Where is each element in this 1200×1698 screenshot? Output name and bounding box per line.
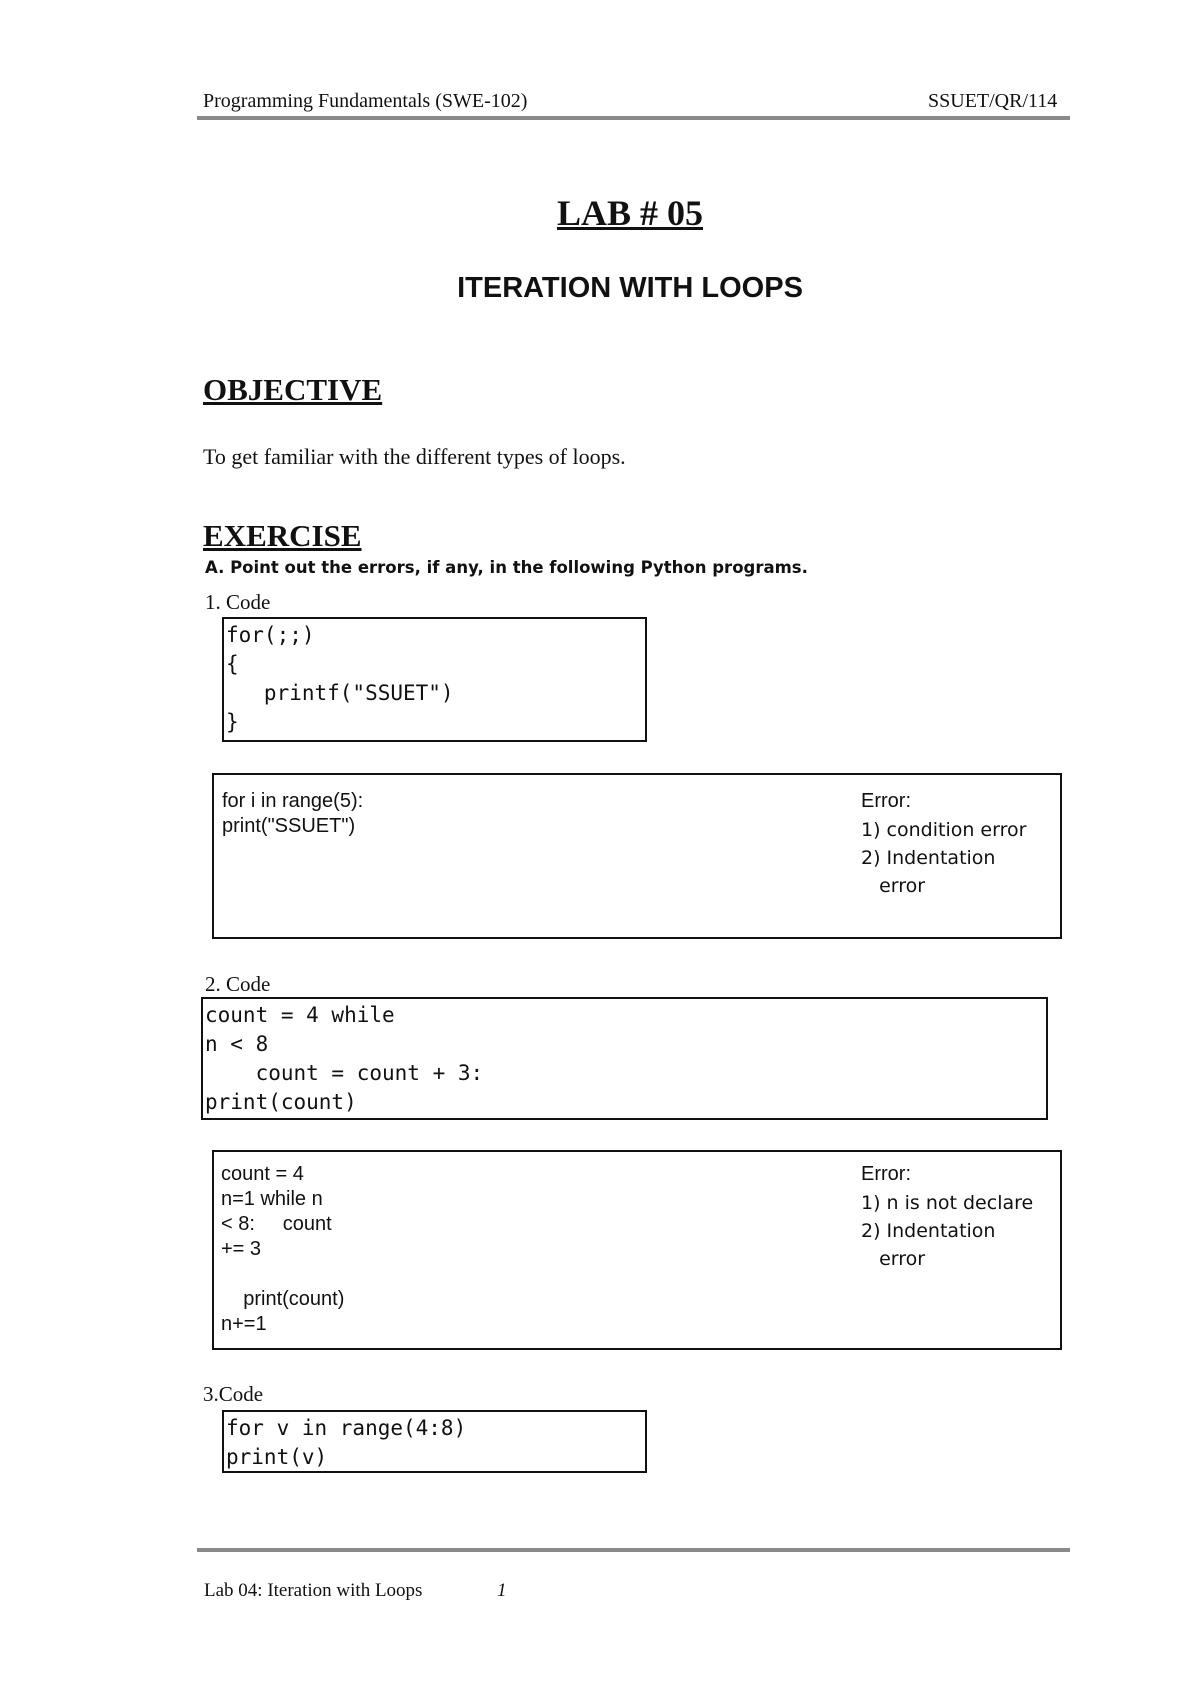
code-3-box: for v in range(4:8) print(v) bbox=[222, 1410, 647, 1473]
code-1-label: 1. Code bbox=[205, 590, 271, 614]
exercise-instruction: A. Point out the errors, if any, in the following Python programs. bbox=[205, 558, 808, 577]
answer-1-error-list: 1) condition error 2) Indentation error bbox=[861, 819, 1027, 897]
objective-heading: OBJECTIVE bbox=[203, 372, 383, 407]
footer-page-number: 1 bbox=[497, 1580, 507, 1601]
code-2-box: count = 4 while n < 8 count = count + 3: print(count) bbox=[201, 997, 1048, 1120]
answer-2-error-list: 1) n is not declare 2) Indentation error bbox=[861, 1192, 1034, 1270]
answer-1-error-title: Error: bbox=[861, 790, 911, 812]
answer-2-box[interactable] bbox=[212, 1150, 1062, 1350]
answer-1-box[interactable] bbox=[212, 773, 1062, 939]
code-3-label: 3.Code bbox=[203, 1382, 264, 1406]
footer-rule bbox=[197, 1548, 1070, 1552]
code-2-label: 2. Code bbox=[205, 972, 271, 996]
objective-text: To get familiar with the different types of loops. bbox=[203, 444, 626, 469]
answer-1-code: for i in range(5): print("SSUET") bbox=[222, 790, 364, 837]
answer-2-code: count = 4 n=1 while n < 8: count += 3 print(count) n+=1 bbox=[221, 1163, 345, 1335]
header-course-title: Programming Fundamentals (SWE-102) bbox=[203, 90, 528, 112]
lab-subtitle: ITERATION WITH LOOPS bbox=[457, 272, 803, 304]
header-doc-code: SSUET/QR/114 bbox=[928, 90, 1058, 112]
lab-title: LAB # 05 bbox=[556, 193, 704, 233]
exercise-heading: EXERCISE bbox=[203, 518, 362, 553]
footer-lab-title: Lab 04: Iteration with Loops bbox=[204, 1580, 423, 1601]
answer-2-error-title: Error: bbox=[861, 1163, 911, 1185]
header-rule bbox=[197, 116, 1070, 120]
code-1-box: for(;;) { printf("SSUET") } bbox=[222, 617, 647, 742]
